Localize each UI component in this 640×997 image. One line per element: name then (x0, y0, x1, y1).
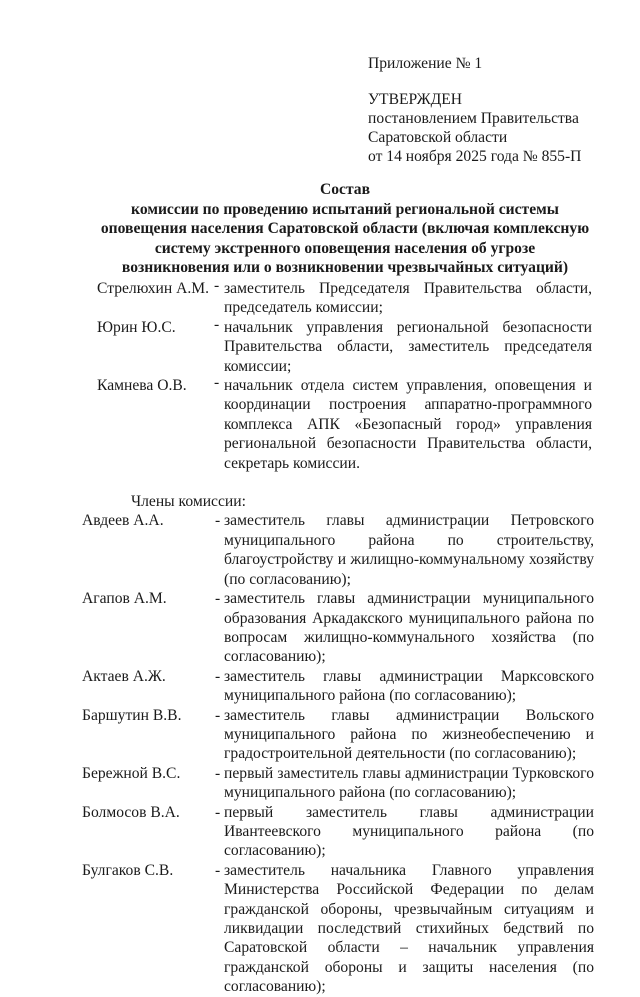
member-name: Булгаков С.В. (82, 861, 174, 879)
separator-dash: - (215, 706, 221, 724)
appendix-label: Приложение № 1 (368, 55, 483, 72)
member-name: Актаев А.Ж. (82, 667, 166, 685)
approved-label: УТВЕРЖДЕН (368, 91, 463, 108)
separator-dash: - (215, 667, 221, 685)
leadership-entry (0, 376, 640, 473)
member-entry (0, 764, 640, 803)
member-entry (0, 589, 640, 667)
member-name: Юрин Ю.С. (97, 318, 176, 336)
leadership-entry (0, 315, 640, 376)
member-entry (0, 861, 640, 997)
member-role: заместитель начальника Главного управления Министерства Российской Федерации по делам гражданской обороны, чрезвычайным ситуациям и ликвидации последствий стихийных бедствий по Саратовской области – начальник управления гражданской обороны и защиты населения (по согласованию); (224, 861, 594, 996)
approved-by-line-1: постановлением Правительства (368, 110, 579, 127)
separator-dash: - (215, 803, 221, 821)
separator-dash: - (215, 861, 221, 879)
approved-by-line-3: от 14 ноября 2025 года № 855-П (368, 148, 582, 165)
member-role: заместитель главы администрации Марксовского муниципального района (по согласованию); (224, 667, 594, 705)
separator-dash: - (214, 374, 220, 392)
commission-list (0, 279, 640, 997)
leadership-entry (0, 279, 640, 318)
members-label: Члены комиссии: (131, 493, 246, 511)
member-role: первый заместитель главы администрации Ивантеевского муниципального района (по согласованию); (224, 803, 594, 860)
separator-dash: - (214, 277, 220, 294)
title-heading: Состав (319, 181, 371, 198)
member-name: Стрелюхин А.М. (97, 280, 210, 297)
member-name: Болмосов В.А. (82, 803, 180, 821)
member-role: заместитель главы администрации Петровского муниципального района по строительству, благоустройству и жилищно-коммунальному хозяйству (по согласованию); (224, 512, 594, 588)
document-title (100, 180, 590, 278)
member-entry (0, 511, 640, 589)
member-name: Камнева О.В. (97, 377, 187, 395)
member-role: начальник управления региональной безопасности Правительства области, заместитель председателя комиссии; (224, 318, 592, 375)
member-name: Бережной В.С. (82, 764, 181, 782)
member-role: первый заместитель главы администрации Турковского муниципального района (по согласованию); (224, 764, 594, 802)
member-entry (0, 706, 640, 764)
member-name: Агапов А.М. (82, 590, 167, 608)
member-role: начальник отдела систем управления, оповещения и координации построения аппаратно-программного комплекса АПК «Безопасный город» управления региональной безопасности Правительства области, секретарь комиссии. (224, 377, 592, 472)
separator-dash: - (215, 590, 221, 608)
title-subtitle: комиссии по проведению испытаний региональной системы оповещения населения Саратовской области (включая комплексную систему экстренного оповещения населения об угрозе возникновения или о возникновении чрезвычайных ситуаций) (100, 200, 590, 277)
member-role: заместитель Председателя Правительства области, председатель комиссии; (224, 280, 592, 317)
separator-dash: - (214, 315, 220, 333)
member-name: Баршутин В.В. (82, 706, 182, 724)
separator-dash: - (215, 512, 221, 530)
member-role: заместитель главы администрации муниципального образования Аркадакского муниципального района по вопросам жилищно-коммунального хозяйства (по согласованию); (224, 590, 594, 666)
approval-header (368, 54, 581, 166)
separator-dash: - (215, 764, 221, 782)
member-name: Авдеев А.А. (82, 512, 164, 530)
member-role: заместитель главы администрации Вольского муниципального района по жизнеобеспечению и градостроительной деятельности (по согласованию); (224, 706, 594, 763)
approved-by-line-2: Саратовской области (368, 129, 508, 146)
member-entry (0, 803, 640, 861)
member-entry (0, 667, 640, 706)
